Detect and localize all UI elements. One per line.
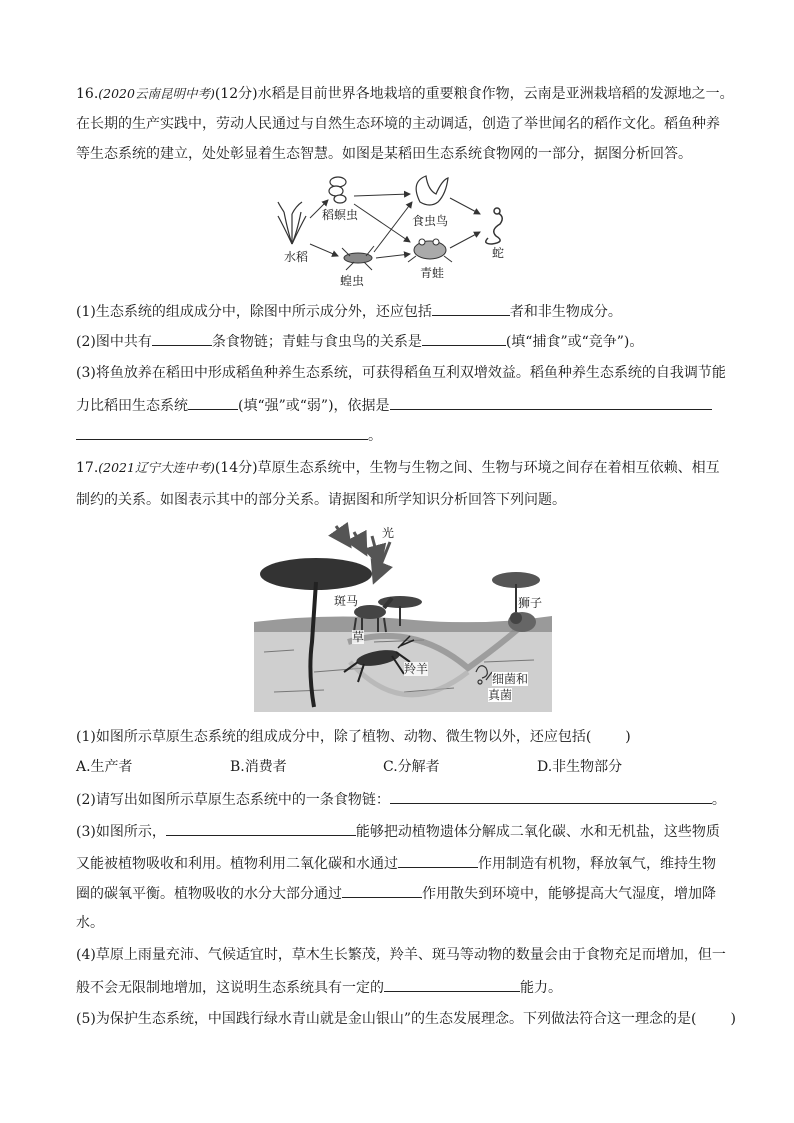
label-frog: 青蛙	[420, 266, 445, 280]
arrow-bird-snake	[450, 198, 480, 214]
label-antelope: 羚羊	[404, 662, 429, 676]
snake-icon	[486, 208, 503, 244]
label-microbe-1: 细菌和	[492, 672, 529, 686]
arrow-rice-locust	[310, 244, 338, 256]
q17-number: 17.	[76, 460, 99, 476]
horizon	[254, 616, 552, 632]
label-grass: 草	[352, 630, 365, 644]
food-web-arrows	[270, 172, 520, 290]
locust-icon	[342, 246, 374, 270]
frog-icon	[408, 239, 452, 262]
q17-sub1: (1)如图所示草原生态系统的组成成分中，除了植物、动物、微生物以外，还应包括( )	[76, 729, 631, 745]
q17-text: 草原生态系统中，生物与生物之间、生物与环境之间存在着相互依赖、相互	[257, 460, 720, 476]
q17-sub5: (5)为保护生态系统，中国践行绿水青山就是金山银山”的生态发展理念。下列做法符合这一理念的是( )	[76, 1011, 736, 1027]
q16-intro-line3: 等生态系统的建立，处处彰显着生态智慧。如图是某稻田生态系统食物网的一部分，据图分析回答。	[76, 146, 692, 162]
q17-sub2: (2)请写出如图所示草原生态系统中的一条食物链： 。	[76, 789, 726, 810]
q16-sub3-line2: 力比稻田生态系统 (填“强”或“弱”)，依据是	[76, 395, 712, 416]
arrow-locust-frog	[376, 254, 410, 258]
option-c[interactable]: C.分解者	[383, 759, 440, 775]
arrow-borer-frog	[354, 204, 410, 242]
food-web-diagram	[270, 172, 520, 290]
arrow-locust-bird	[374, 202, 412, 252]
answer-blank[interactable]	[166, 821, 356, 836]
q17-score: (14分)	[214, 460, 258, 476]
label-light: 光	[382, 526, 395, 540]
rice-plant-icon	[278, 202, 306, 244]
q16-sub2: (2)图中共有 条食物链；青蛙与食虫鸟的关系是 (填“捕食”或“竞争”)。	[76, 331, 643, 352]
option-b[interactable]: B.消费者	[230, 759, 287, 775]
label-locust: 蝗虫	[340, 274, 365, 288]
q16-text: 水稻是目前世界各地栽培的重要粮食作物，云南是亚洲栽培稻的发源地之一。	[257, 86, 734, 102]
bird-icon	[416, 176, 448, 205]
q17-intro-line2: 制约的关系。如图表示其中的部分关系。请据图和所学知识分析回答下列问题。	[76, 492, 566, 508]
label-lion: 狮子	[518, 596, 543, 610]
answer-blank[interactable]	[398, 853, 478, 868]
q17-source: (2021辽宁大连中考)	[98, 460, 215, 475]
grassland-illustration	[254, 522, 552, 712]
q16-number: 16.	[76, 86, 99, 102]
answer-blank[interactable]	[432, 301, 510, 316]
label-snake: 蛇	[492, 246, 505, 260]
answer-blank[interactable]	[422, 331, 506, 346]
answer-blank[interactable]	[390, 789, 712, 804]
q16-intro-line1	[76, 84, 734, 104]
lion-icon	[508, 612, 536, 632]
option-a[interactable]: A.生产者	[76, 759, 133, 775]
borer-caterpillar-icon	[329, 177, 346, 203]
q17-sub4-line1: (4)草原上雨量充沛、气候适宜时，草木生长繁茂，羚羊、斑马等动物的数量会由于食物充足而增加，但一	[76, 947, 726, 963]
label-zebra: 斑马	[334, 594, 359, 608]
label-microbe-2: 真菌	[488, 688, 513, 702]
option-d[interactable]: D.非生物部分	[537, 759, 623, 775]
q16-sub3-line1: (3)将鱼放养在稻田中形成稻鱼种养生态系统，可获得稻鱼互利双增效益。稻鱼种养生态系统的自我调节能	[76, 365, 726, 381]
label-bird: 食虫鸟	[412, 214, 449, 228]
q17-intro-line1	[76, 458, 720, 478]
q16-sub1: (1)生态系统的组成成分中，除图中所示成分外，还应包括 者和非生物成分。	[76, 301, 622, 322]
q17-sub4-line2: 般不会无限制地增加，这说明生态系统具有一定的 能力。	[76, 977, 562, 998]
arrow-borer-bird	[354, 194, 410, 196]
answer-blank[interactable]	[76, 425, 368, 440]
answer-blank[interactable]	[342, 883, 422, 898]
answer-blank[interactable]	[188, 395, 238, 410]
q17-sub3-line3: 圈的碳氧平衡。植物吸收的水分大部分通过 作用散失到环境中，能够提高大气湿度，增加降	[76, 883, 716, 904]
arrow-frog-snake	[450, 232, 480, 248]
answer-blank[interactable]	[390, 395, 712, 410]
answer-blank[interactable]	[384, 977, 520, 992]
answer-blank[interactable]	[152, 331, 212, 346]
q16-intro-line2: 在长期的生产实践中，劳动人民通过与自然生态环境的主动调适，创造了举世闻名的稻作文化。稻鱼种养	[76, 116, 720, 132]
q17-sub3-line4: 水。	[76, 915, 104, 931]
q16-sub3-line3: 。	[76, 425, 382, 446]
q17-sub3-line2: 又能被植物吸收和利用。植物利用二氧化碳和水通过 作用制造有机物，释放氧气，维持生物	[76, 853, 716, 874]
q16-score: (12分)	[214, 86, 258, 102]
q16-source: (2020云南昆明中考)	[98, 86, 215, 101]
q17-sub3-line1: (3)如图所示， 能够把动植物遗体分解成二氧化碳、水和无机盐，这些物质	[76, 821, 720, 842]
label-rice: 水稻	[284, 250, 309, 264]
label-borer: 稻螟虫	[322, 208, 359, 222]
